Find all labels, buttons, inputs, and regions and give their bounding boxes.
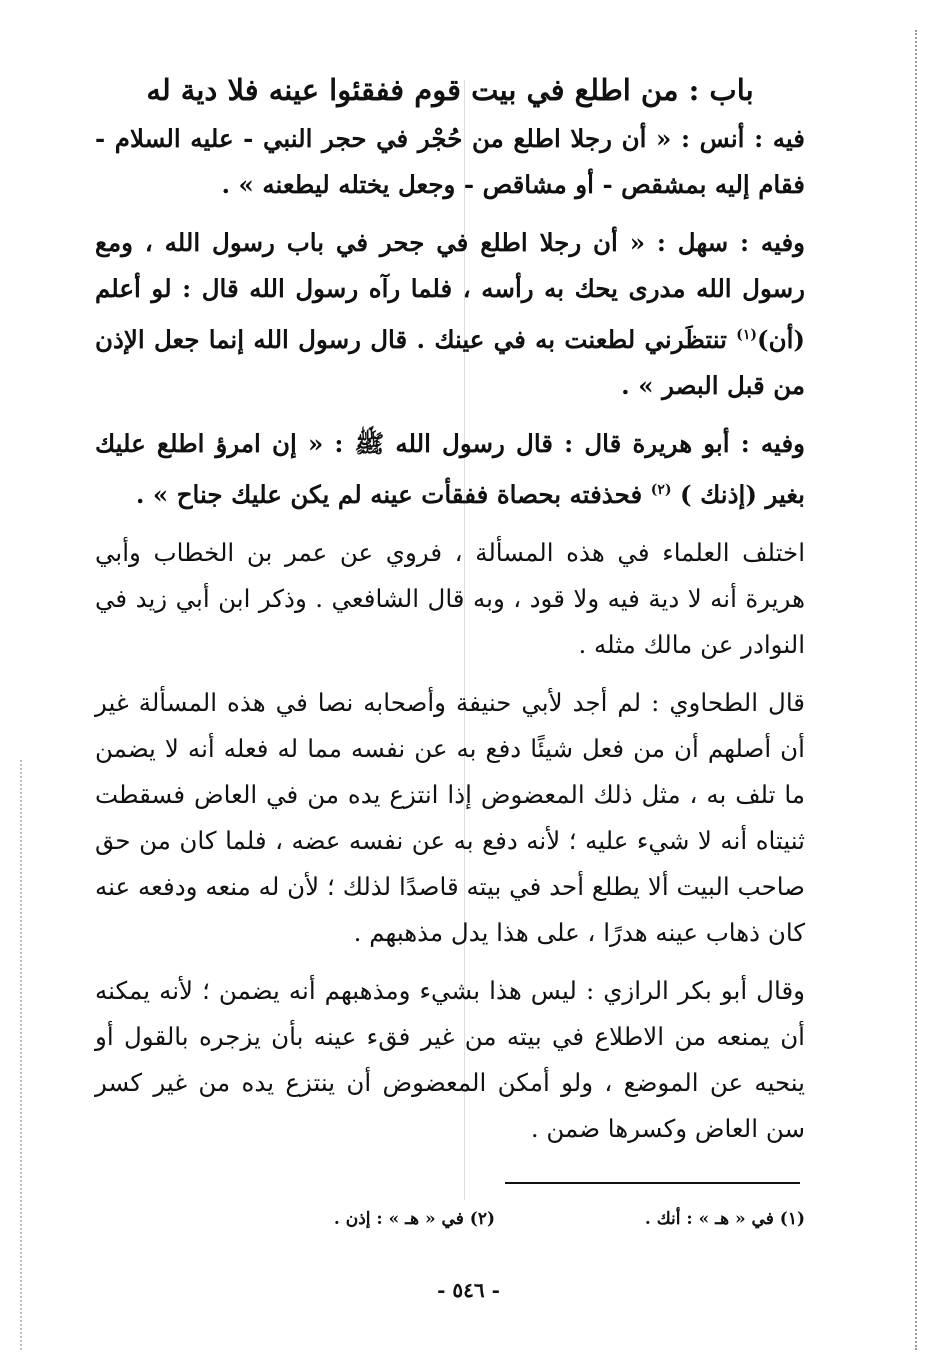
paragraph-scholars-disagreement: اختلف العلماء في هذه المسألة ، فروي عن عمر بن الخطاب وأبي هريرة أنه لا دية فيه ولا قود ، وبه قال الشافعي . وذكر ابن أبي زيد في النوادر عن مالك مثله . (95, 538, 805, 660)
paragraph-abu-hurayra-part2: فحذفته بحصاة ففقأت عينه لم يكن عليك جناح » . (135, 480, 651, 510)
chapter-title: باب : من اطلع في بيت قوم ففقئوا عينه فلا دية له (146, 73, 754, 107)
paragraph-tahawi: قال الطحاوي : لم أجد لأبي حنيفة وأصحابه نصا في هذه المسألة غير أن أصلهم أن من فعل شيئًا دفع به عن نفسه مما له فعله أنه لا يضمن ما تلف به ، مثل ذلك المعضوض إذا انتزع يده من في العاض فسقطت ثنيتاه أنه لا شيء عليه ؛ لأنه دفع به عن نفسه عضه ، فلما كان من حق صاحب البيت ألا يطلع أحد في بيته قاصدًا لذلك ؛ لأن له منعه ودفعه عنه كان ذهاب عينه هدرًا ، على هذا يدل مذهبهم . (95, 688, 805, 948)
footnote-2: (٢) في « هـ » : إذن . (333, 1209, 495, 1229)
paragraph-sahl-part2: تنتظَرني لطعنت به في عينك . قال رسول الله إنما جعل الإذن من قبل البصر » . (95, 325, 805, 401)
paragraph-abu-hurayra-part1: وفيه : أبو هريرة قال : قال رسول الله ﷺ : « إن امرؤ اطلع عليك بغير (إذنك ) (95, 429, 805, 510)
paragraph-sahl-part1: وفيه : سهل : « أن رجلا اطلع في جحر في باب رسول الله ، ومع رسول الله مدرى يحك به رأسه ، فلما رآه رسول الله قال : لو أعلم (أن) (95, 228, 805, 355)
paragraph-sahl (95, 220, 805, 409)
footnote-ref-1: (١) (736, 327, 758, 343)
page-body (95, 70, 805, 1164)
paragraph-anas: فيه : أنس : « أن رجلا اطلع من حُجْر في حجر النبي - عليه السلام - فقام إليه بمشقص - أو مشاقص - وجعل يختله ليطعنه » . (95, 124, 805, 199)
margin-dots-left (20, 760, 22, 1350)
page-number: - ٥٤٦ - (437, 1278, 500, 1302)
paragraph-abu-hurayra (95, 421, 805, 518)
paragraph-razi: وقال أبو بكر الرازي : ليس هذا بشيء ومذهبهم أنه يضمن ؛ لأنه يمكنه أن يمنعه من الاطلاع في بيته من غير فقء عينه بأن يزجره بالقول أو ينحيه عن الموضع ، ولو أمكن المعضوض أن ينتزع يده من غير كسر سن العاض وكسرها ضمن . (95, 976, 805, 1144)
margin-dots-right (915, 30, 917, 1350)
footnote-1: (١) في « هـ » : أنك . (644, 1209, 805, 1229)
footnote-ref-2: (٢) (650, 482, 672, 499)
footnote-separator (505, 1182, 800, 1184)
